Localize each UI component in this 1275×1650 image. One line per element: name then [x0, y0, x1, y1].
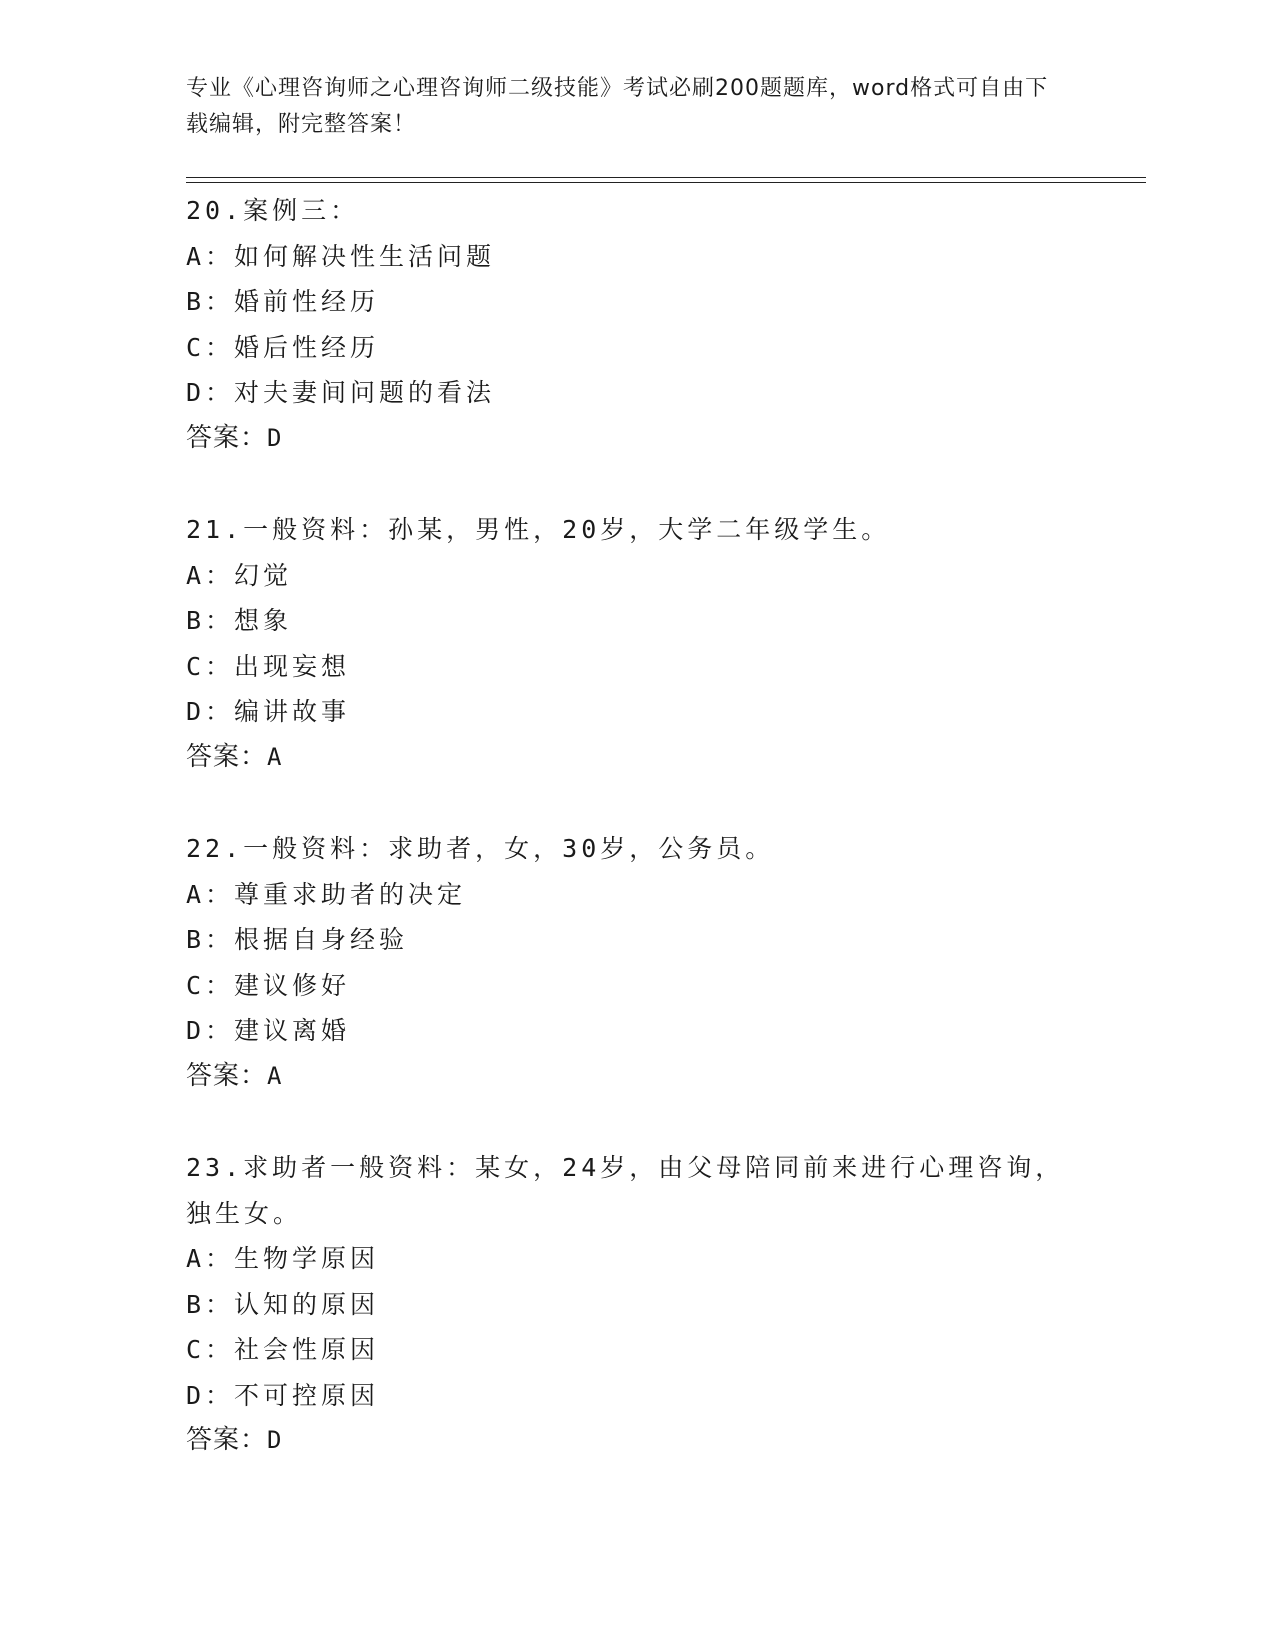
option-d: D：不可控原因 [186, 1380, 380, 1410]
answer-label: 答案： [186, 741, 268, 772]
option-c: C：婚后性经历 [186, 332, 380, 362]
option-d: D：编讲故事 [186, 697, 351, 726]
question-item [186, 188, 1086, 461]
answer-label: 答案： [186, 422, 268, 453]
question-stem: 22.一般资料：求助者，女，30岁，公务员。 [186, 834, 775, 863]
question-item [186, 507, 1086, 780]
document-header: 专业《心理咨询师之心理咨询师二级技能》考试必刷200题题库，word格式可自由下载编辑，附完整答案！ [186, 76, 1049, 137]
question-stem: 20.案例三： [186, 196, 360, 225]
option-b: B：认知的原因 [186, 1289, 380, 1319]
question-item [186, 1145, 1086, 1464]
answer-value: D [267, 423, 283, 452]
answer-value: D [267, 1426, 283, 1454]
option-a: A：幻觉 [186, 560, 293, 590]
answer-line [186, 416, 1086, 462]
answer-line [186, 1418, 1086, 1464]
answer-label: 答案： [186, 1425, 268, 1455]
answer-value: A [267, 1061, 283, 1090]
option-c: C：出现妄想 [186, 651, 351, 681]
question-stem: 23.求助者一般资料：某女，24岁，由父母陪同前来进行心理咨询，独生女。 [186, 1153, 1065, 1228]
option-b: B：想象 [186, 606, 293, 635]
answer-value: A [267, 742, 283, 771]
option-a: A：生物学原因 [186, 1244, 380, 1273]
answer-line [186, 1054, 1086, 1100]
header-divider-top [186, 177, 1146, 178]
answer-line [186, 735, 1086, 781]
option-c: C：建议修好 [186, 970, 351, 1000]
option-a: A：尊重求助者的决定 [186, 879, 467, 909]
option-d: D：建议离婚 [186, 1016, 351, 1045]
answer-label: 答案： [186, 1060, 268, 1091]
header-divider-bottom [186, 182, 1146, 183]
question-item [186, 826, 1086, 1099]
question-stem: 21.一般资料：孙某，男性，20岁，大学二年级学生。 [186, 515, 891, 544]
option-b: B：根据自身经验 [186, 925, 409, 954]
option-b: B：婚前性经历 [186, 287, 380, 316]
option-d: D：对夫妻间问题的看法 [186, 378, 496, 407]
option-c: C：社会性原因 [186, 1335, 380, 1364]
option-a: A：如何解决性生活问题 [186, 241, 496, 271]
question-list [186, 188, 1086, 1510]
